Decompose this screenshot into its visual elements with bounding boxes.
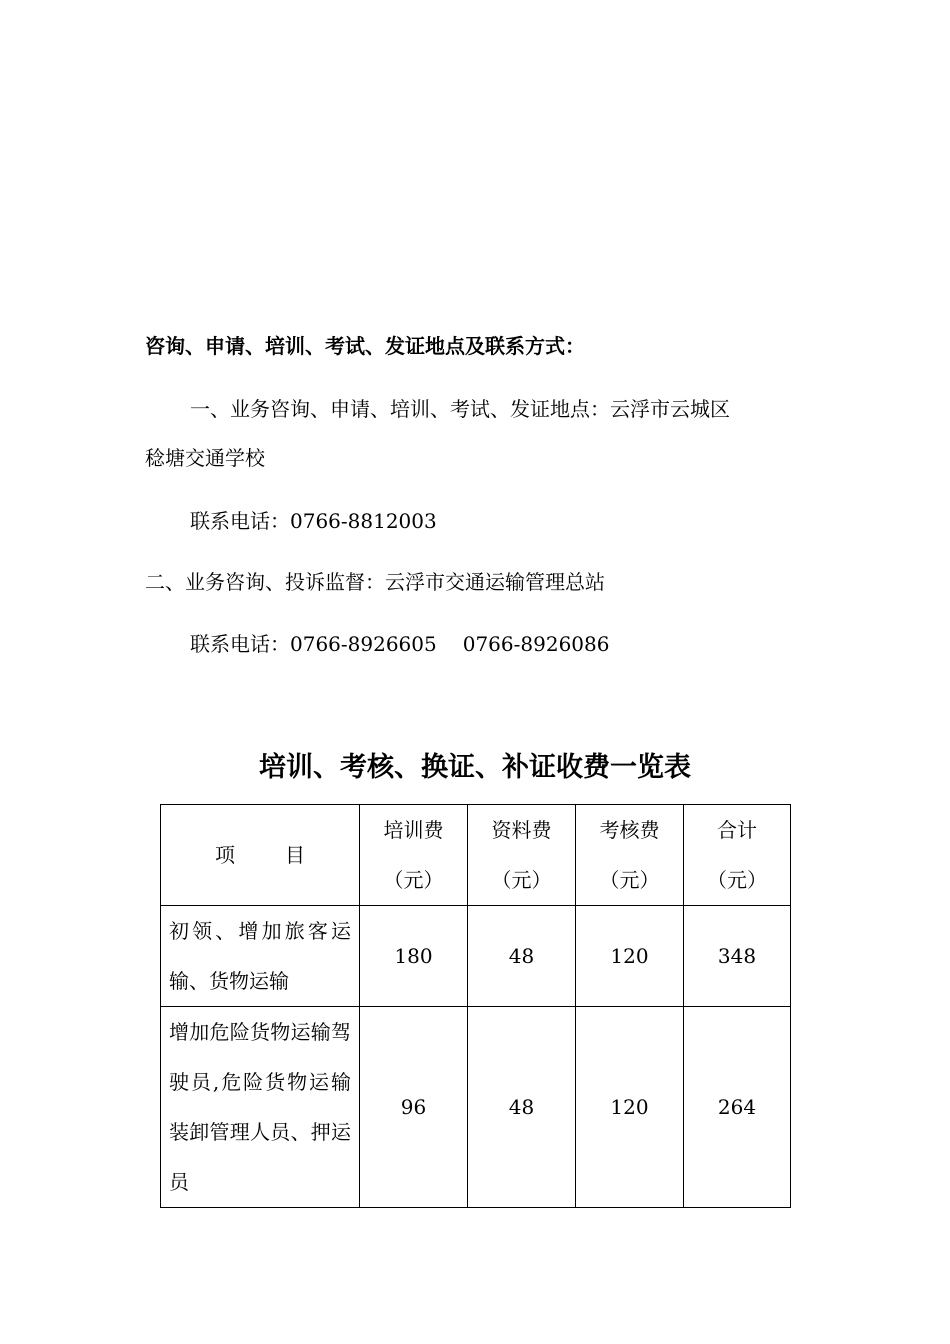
header-total [684, 805, 791, 906]
contact-heading: 咨询、申请、培训、考试、发证地点及联系方式： [145, 334, 585, 358]
header-total-unit: （元） [707, 868, 767, 892]
row-training-cell: 96 [360, 1007, 468, 1208]
header-total-label: 合计 [717, 818, 757, 842]
row-total-cell: 264 [684, 1007, 791, 1208]
header-exam-unit: （元） [599, 868, 660, 892]
row-item-cell: 增加危险货物运输驾驶员,危险货物运输装卸管理人员、押运员 [161, 1007, 360, 1208]
fee-table-title: 培训、考核、换证、补证收费一览表 [259, 752, 691, 783]
header-training-unit: （元） [383, 868, 444, 892]
row-exam-cell: 120 [576, 1007, 684, 1208]
contact-item1-line1: 一、业务咨询、申请、培训、考试、发证地点：云浮市云城区 [190, 397, 730, 421]
header-training [360, 805, 468, 906]
contact-phone1: 联系电话：0766-8812003 [190, 509, 437, 533]
row-materials-cell: 48 [468, 906, 576, 1007]
header-training-label: 培训费 [383, 818, 444, 842]
header-materials-label: 资料费 [491, 818, 552, 842]
table-row [161, 1007, 791, 1208]
contact-phone2 [190, 630, 609, 658]
fee-table [160, 804, 791, 1208]
header-item-a: 项 [215, 843, 235, 867]
header-materials [468, 805, 576, 906]
header-item-b: 目 [285, 843, 305, 867]
header-exam [576, 805, 684, 906]
contact-phone2-extra: 0766-8926086 [462, 632, 610, 656]
contact-item2: 二、业务咨询、投诉监督：云浮市交通运输管理总站 [145, 570, 605, 594]
fee-table-header-row [161, 805, 791, 906]
row-training-cell: 180 [360, 906, 468, 1007]
row-item-cell: 初领、增加旅客运输、货物运输 [161, 906, 360, 1007]
row-materials-cell: 48 [468, 1007, 576, 1208]
row-exam-cell: 120 [576, 906, 684, 1007]
contact-phone2-label: 联系电话：0766-8926605 [190, 632, 437, 656]
row-total-cell: 348 [684, 906, 791, 1007]
table-row [161, 906, 791, 1007]
header-materials-unit: （元） [491, 868, 552, 892]
header-exam-label: 考核费 [599, 818, 660, 842]
contact-item1-line2: 稔塘交通学校 [145, 446, 265, 470]
header-item [161, 805, 360, 906]
